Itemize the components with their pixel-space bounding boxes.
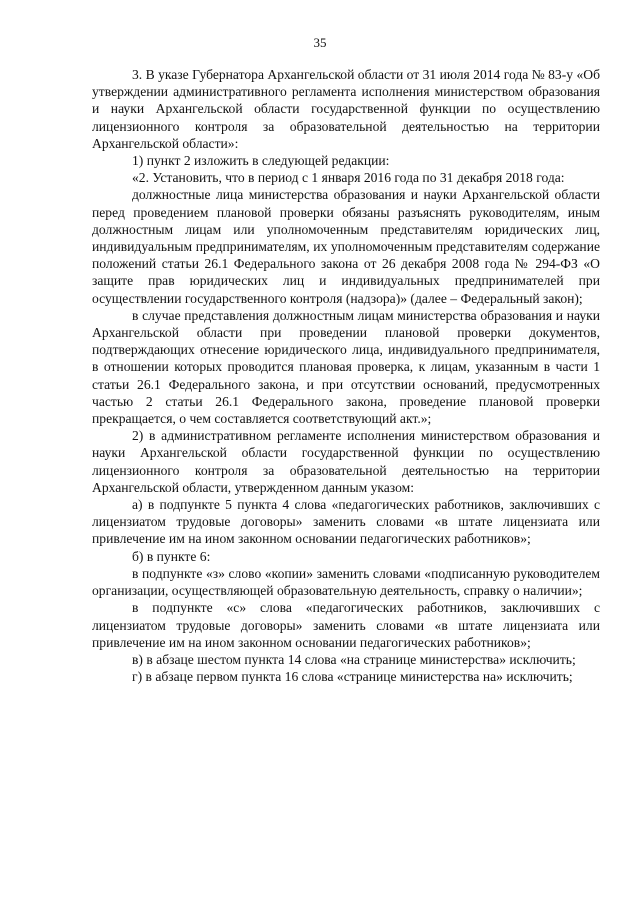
paragraph-item-3: 3. В указе Губернатора Архангельской области от 31 июля 2014 года № 83-у «Об утверждении административного регламента исполнения министерством образования и науки Архангельской области государственной функции по осуществлению лицензионного контроля за образовательной деятельностью на территории Архангельской области»:: [92, 67, 600, 151]
paragraph-inspection-termination: в случае представления должностным лицам министерства образования и науки Архангельской области при проведении плановой проверки документов, подтверждающих отнесение юридического лица, индивидуального предпринимателя, в отношении которых проводится плановая проверка, к лицам, указанным в части 1 статьи 26.1 Федерального закона, и при отсутствии оснований, предусмотренных частью 2 статьи 26.1 Федерального закона, проведение плановой проверки прекращается, о чем составляется соответствующий акт.»;: [92, 307, 600, 427]
paragraph-subitem-b: б) в пункте 6:: [132, 548, 211, 564]
paragraph-subitem-1: 1) пункт 2 изложить в следующей редакции:: [132, 153, 390, 169]
paragraph-subitem-a: а) в подпункте 5 пункта 4 слова «педагогических работников, заключивших с лицензиатом трудовые договоры» заменить словами «в штате лицензиата или привлечение им на ином законном основании педагогических работников»;: [92, 497, 600, 547]
page-number: 35: [313, 35, 327, 50]
paragraph-subpoint-s: в подпункте «с» слова «педагогических работников, заключивших с лицензиатом трудовые договоры» заменить словами «в штате лицензиата или привлечение им на ином законном основании педагогических работников»;: [92, 600, 600, 650]
document-body: [92, 66, 600, 685]
paragraph-officials-duty: должностные лица министерства образования и науки Архангельской области перед проведением плановой проверки обязаны разъяснять руководителям, иным должностным лицам или уполномоченным представителям юридических лиц, индивидуальным предпринимателям, их уполномоченным представителям содержание положений статьи 26.1 Федерального закона от 26 декабря 2008 года № 294-ФЗ «О защите прав юридических лиц и индивидуальных предпринимателей при осуществлении государственного контроля (надзора)» (далее – Федеральный закон);: [92, 187, 600, 306]
paragraph-quote-start: «2. Установить, что в период с 1 января 2016 года по 31 декабря 2018 года:: [132, 170, 565, 186]
paragraph-subitem-g: г) в абзаце первом пункта 16 слова «странице министерства на» исключить;: [132, 669, 573, 685]
paragraph-subpoint-z: в подпункте «з» слово «копии» заменить словами «подписанную руководителем организации, осуществляющей образовательную деятельность, справку о наличии»;: [92, 565, 600, 599]
paragraph-subitem-v: в) в абзаце шестом пункта 14 слова «на странице министерства» исключить;: [132, 651, 576, 667]
paragraph-subitem-2: 2) в административном регламенте исполнения министерством образования и науки Архангельской области государственной функции по осуществлению лицензионного контроля за образовательной деятельностью на территории Архангельской области, утвержденном данным указом:: [92, 428, 600, 495]
